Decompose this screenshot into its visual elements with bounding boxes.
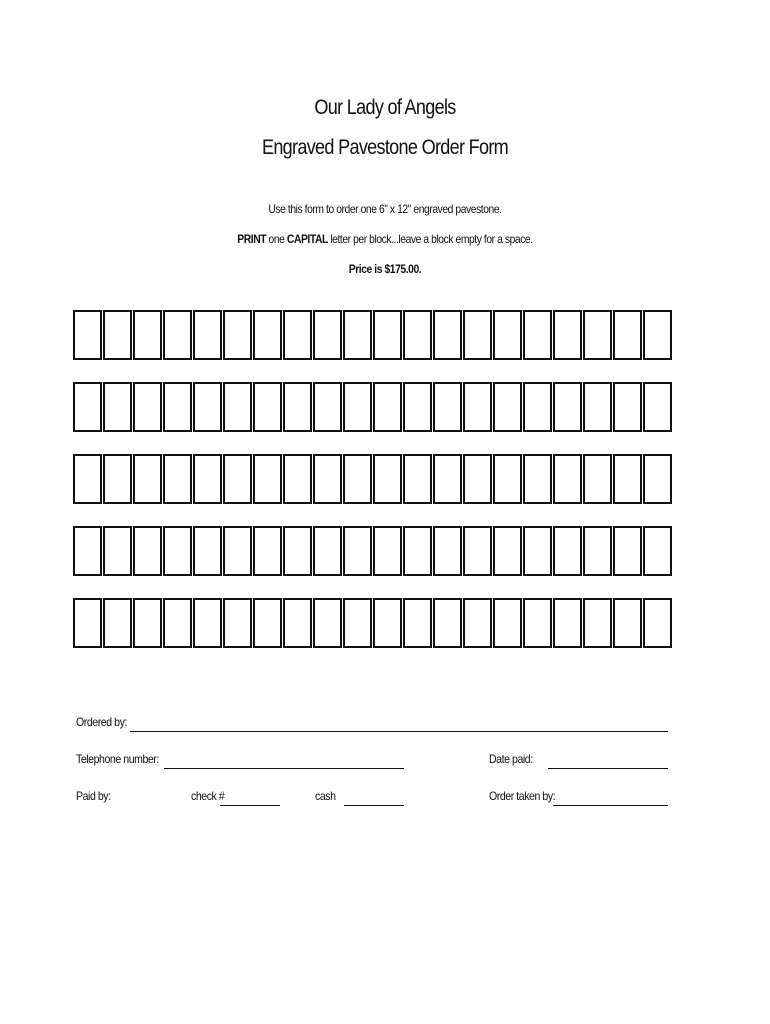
letter-block[interactable]: [373, 310, 402, 360]
cash-line[interactable]: [344, 805, 404, 806]
letter-block[interactable]: [553, 382, 582, 432]
letter-block[interactable]: [103, 382, 132, 432]
letter-block[interactable]: [253, 598, 282, 648]
letter-block[interactable]: [133, 310, 162, 360]
letter-block[interactable]: [253, 526, 282, 576]
letter-block[interactable]: [73, 310, 102, 360]
letter-block[interactable]: [223, 598, 252, 648]
letter-block[interactable]: [433, 598, 462, 648]
letter-block[interactable]: [493, 598, 522, 648]
letter-block[interactable]: [313, 598, 342, 648]
letter-block[interactable]: [583, 526, 612, 576]
ordered-by-label: Ordered by:: [76, 715, 127, 729]
letter-block[interactable]: [313, 382, 342, 432]
letter-block[interactable]: [643, 454, 672, 504]
letter-block[interactable]: [493, 526, 522, 576]
letter-block[interactable]: [403, 526, 432, 576]
form-title-line1: Our Lady of Angels: [314, 96, 456, 119]
cash-label: cash: [315, 789, 336, 803]
telephone-line[interactable]: [164, 768, 404, 769]
letter-block[interactable]: [523, 454, 552, 504]
letter-block[interactable]: [313, 454, 342, 504]
letter-block-row: [73, 598, 670, 648]
letter-block[interactable]: [583, 598, 612, 648]
letter-block[interactable]: [133, 526, 162, 576]
letter-block[interactable]: [193, 454, 222, 504]
letter-block[interactable]: [313, 526, 342, 576]
letter-block[interactable]: [343, 454, 372, 504]
letter-block-grid: [73, 310, 670, 670]
letter-block[interactable]: [373, 454, 402, 504]
date-paid-label: Date paid:: [489, 752, 533, 766]
letter-block[interactable]: [133, 598, 162, 648]
letter-block[interactable]: [73, 382, 102, 432]
letter-block[interactable]: [163, 454, 192, 504]
letter-block[interactable]: [493, 310, 522, 360]
letter-block-row: [73, 454, 670, 504]
letter-block[interactable]: [433, 310, 462, 360]
ordered-by-line[interactable]: [130, 731, 668, 732]
letter-block[interactable]: [643, 598, 672, 648]
letter-block[interactable]: [523, 382, 552, 432]
letter-block[interactable]: [163, 382, 192, 432]
letter-block[interactable]: [223, 310, 252, 360]
letter-block[interactable]: [283, 454, 312, 504]
letter-block-row: [73, 310, 670, 360]
letter-block[interactable]: [583, 310, 612, 360]
telephone-label: Telephone number:: [76, 752, 159, 766]
letter-block[interactable]: [283, 526, 312, 576]
instruction-line1: Use this form to order one 6" x 12" engraved pavestone.: [268, 202, 502, 216]
letter-block[interactable]: [103, 526, 132, 576]
letter-block[interactable]: [463, 382, 492, 432]
letter-block[interactable]: [163, 310, 192, 360]
letter-block[interactable]: [343, 382, 372, 432]
letter-block[interactable]: [73, 598, 102, 648]
letter-block[interactable]: [523, 598, 552, 648]
letter-block[interactable]: [373, 598, 402, 648]
letter-block[interactable]: [103, 310, 132, 360]
letter-block[interactable]: [613, 454, 642, 504]
letter-block[interactable]: [613, 382, 642, 432]
letter-block[interactable]: [523, 310, 552, 360]
letter-block[interactable]: [73, 526, 102, 576]
letter-block[interactable]: [253, 454, 282, 504]
letter-block[interactable]: [643, 526, 672, 576]
letter-block[interactable]: [343, 526, 372, 576]
letter-block[interactable]: [223, 454, 252, 504]
check-number-line[interactable]: [220, 805, 280, 806]
letter-block[interactable]: [523, 526, 552, 576]
letter-block[interactable]: [283, 598, 312, 648]
letter-block[interactable]: [463, 526, 492, 576]
letter-block[interactable]: [613, 526, 642, 576]
letter-block[interactable]: [223, 526, 252, 576]
letter-block[interactable]: [553, 454, 582, 504]
letter-block[interactable]: [553, 310, 582, 360]
order-taken-by-label: Order taken by:: [489, 789, 556, 803]
letter-block[interactable]: [223, 382, 252, 432]
letter-block-row: [73, 382, 670, 432]
letter-block[interactable]: [613, 598, 642, 648]
letter-block[interactable]: [583, 382, 612, 432]
letter-block[interactable]: [103, 454, 132, 504]
price-text: Price is $175.00.: [348, 262, 422, 276]
check-label: check #: [191, 789, 225, 803]
letter-block[interactable]: [553, 526, 582, 576]
letter-block[interactable]: [283, 310, 312, 360]
letter-block[interactable]: [193, 310, 222, 360]
letter-block[interactable]: [463, 598, 492, 648]
letter-block[interactable]: [493, 454, 522, 504]
order-taken-by-line[interactable]: [553, 805, 668, 806]
letter-block[interactable]: [193, 382, 222, 432]
letter-block[interactable]: [643, 382, 672, 432]
letter-block[interactable]: [313, 310, 342, 360]
letter-block[interactable]: [433, 382, 462, 432]
letter-block[interactable]: [403, 598, 432, 648]
letter-block[interactable]: [373, 382, 402, 432]
paid-by-label: Paid by:: [76, 789, 111, 803]
letter-block[interactable]: [493, 382, 522, 432]
letter-block[interactable]: [163, 598, 192, 648]
letter-block[interactable]: [583, 454, 612, 504]
instruction-print-word: PRINT: [237, 232, 267, 246]
letter-block-row: [73, 526, 670, 576]
date-paid-line[interactable]: [548, 768, 668, 769]
letter-block[interactable]: [553, 598, 582, 648]
letter-block[interactable]: [643, 310, 672, 360]
instruction-text1: one: [266, 232, 287, 246]
letter-block[interactable]: [283, 382, 312, 432]
letter-block[interactable]: [73, 454, 102, 504]
letter-block[interactable]: [103, 598, 132, 648]
form-title-line2: Engraved Pavestone Order Form: [261, 136, 509, 159]
letter-block[interactable]: [373, 526, 402, 576]
letter-block[interactable]: [193, 526, 222, 576]
instruction-capital-word: CAPITAL: [286, 232, 328, 246]
letter-block[interactable]: [133, 454, 162, 504]
letter-block[interactable]: [433, 526, 462, 576]
letter-block[interactable]: [403, 382, 432, 432]
letter-block[interactable]: [433, 454, 462, 504]
letter-block[interactable]: [403, 454, 432, 504]
letter-block[interactable]: [403, 310, 432, 360]
instruction-line2: [54, 232, 716, 246]
letter-block[interactable]: [463, 454, 492, 504]
letter-block[interactable]: [463, 310, 492, 360]
letter-block[interactable]: [253, 382, 282, 432]
letter-block[interactable]: [343, 310, 372, 360]
instruction-text2: letter per block...leave a block empty for a space.: [327, 232, 533, 246]
letter-block[interactable]: [613, 310, 642, 360]
letter-block[interactable]: [343, 598, 372, 648]
letter-block[interactable]: [163, 526, 192, 576]
letter-block[interactable]: [253, 310, 282, 360]
letter-block[interactable]: [133, 382, 162, 432]
letter-block[interactable]: [193, 598, 222, 648]
